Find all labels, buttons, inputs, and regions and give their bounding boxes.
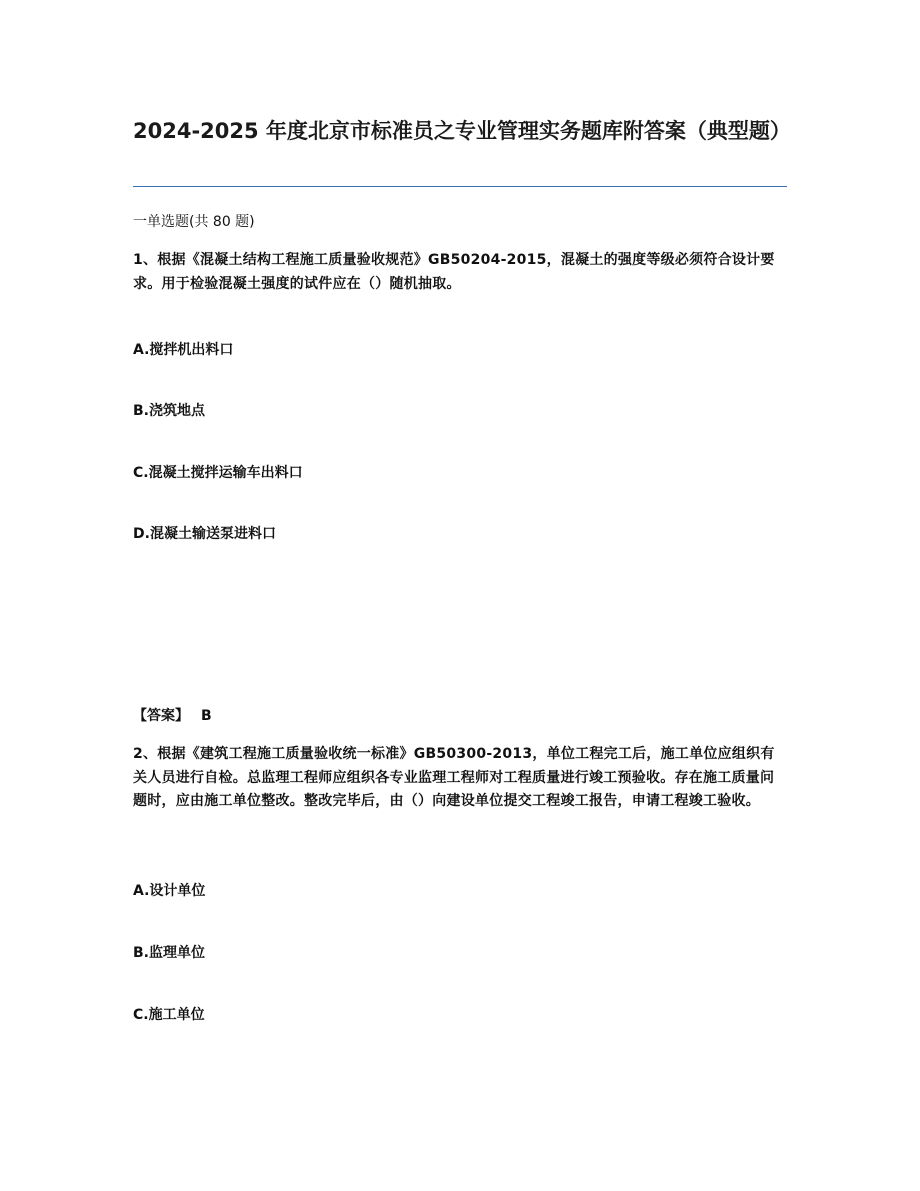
answer-label: 【答案】: [133, 708, 189, 724]
question-1-option-a: A.搅拌机出料口: [133, 342, 234, 358]
answer-value: B: [201, 708, 212, 724]
question-2-option-a: A.设计单位: [133, 883, 206, 899]
question-1-option-c: C.混凝土搅拌运输车出料口: [133, 465, 303, 481]
section-header: 一单选题(共 80 题): [133, 214, 255, 230]
title-divider: [133, 186, 787, 187]
question-2-option-c: C.施工单位: [133, 1007, 205, 1023]
document-title: 2024-2025 年度北京市标准员之专业管理实务题库附答案（典型题）: [133, 119, 791, 143]
question-1-text: 1、根据《混凝土结构工程施工质量验收规范》GB50204-2015，混凝土的强度等级必须符合设计要求。用于检验混凝土强度的试件应在（）随机抽取。: [133, 252, 775, 292]
question-2-text: 2、根据《建筑工程施工质量验收统一标准》GB50300-2013，单位工程完工后，施工单位应组织有关人员进行自检。总监理工程师应组织各专业监理工程师对工程质量进行竣工预验收。存在施工质量问题时，应由施工单位整改。整改完毕后，由（）向建设单位提交工程竣工报告，申请工程竣工验收。: [133, 746, 775, 809]
question-1-option-d: D.混凝土输送泵进料口: [133, 526, 276, 542]
question-1-answer: [133, 705, 212, 727]
question-1-option-b: B.浇筑地点: [133, 403, 205, 419]
question-2-option-b: B.监理单位: [133, 945, 205, 961]
